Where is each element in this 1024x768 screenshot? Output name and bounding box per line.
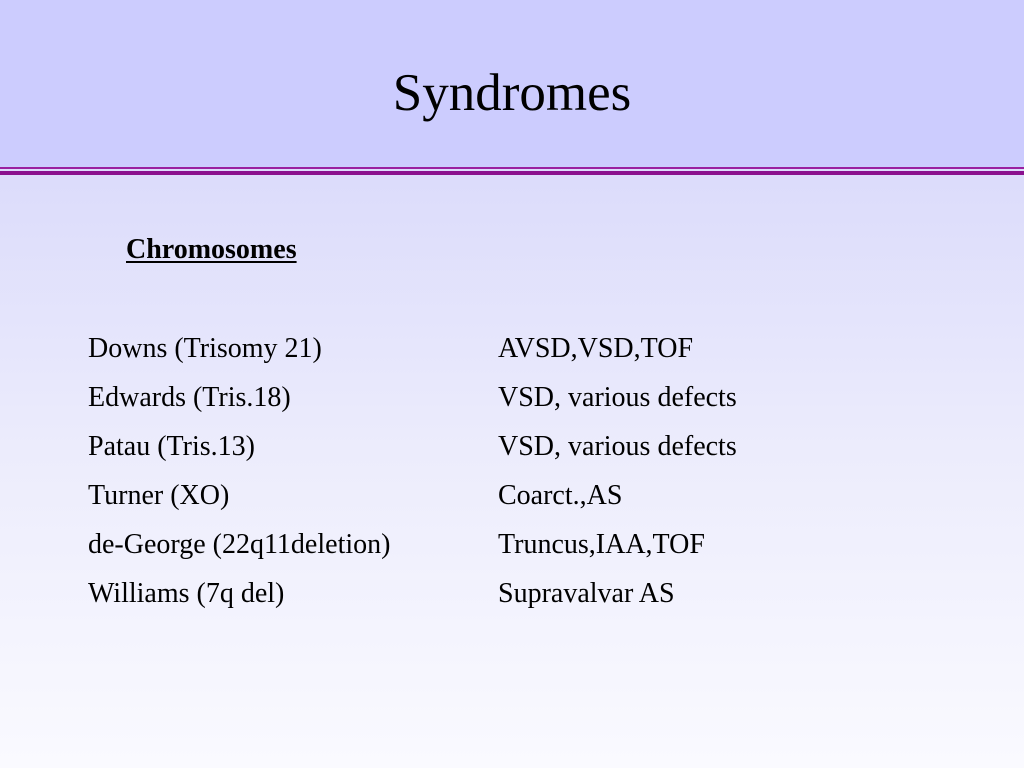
syndrome-name: de-George (22q11deletion) [88,529,391,560]
table-row [88,429,848,478]
cardiac-defects: VSD, various defects [498,382,737,413]
slide-title: Syndromes [392,64,632,122]
cardiac-defects: Coarct.,AS [498,480,623,511]
cardiac-defects: Truncus,IAA,TOF [498,529,705,560]
title-divider-thick [0,171,1024,175]
table-row [88,527,848,576]
syndrome-name: Williams (7q del) [88,578,285,609]
syndrome-table [88,331,848,625]
section-heading: Chromosomes [126,234,297,265]
table-row [88,331,848,380]
title-divider-thin [0,167,1024,169]
syndrome-name: Downs (Trisomy 21) [88,333,322,364]
syndrome-name: Turner (XO) [88,480,230,511]
cardiac-defects: AVSD,VSD,TOF [498,333,694,364]
syndrome-name: Patau (Tris.13) [88,431,255,462]
table-row [88,380,848,429]
table-row [88,576,848,625]
cardiac-defects: VSD, various defects [498,431,737,462]
syndrome-name: Edwards (Tris.18) [88,382,291,413]
table-row [88,478,848,527]
cardiac-defects: Supravalvar AS [498,578,675,609]
